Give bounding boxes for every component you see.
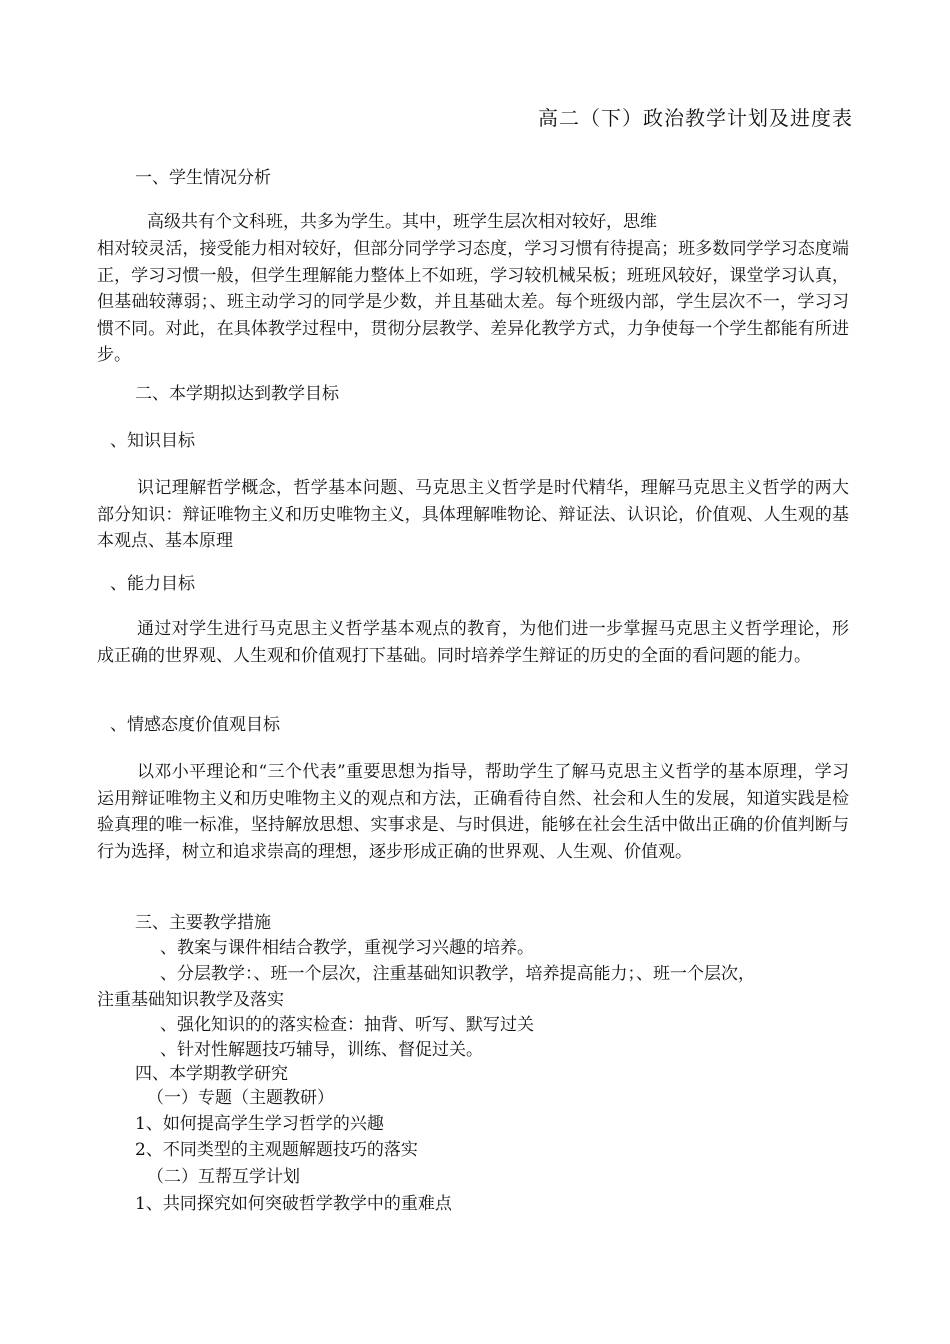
section-heading-student-analysis: 一、学生情况分析	[135, 168, 271, 188]
paragraph-student-analysis: 相对较灵活，接受能力相对较好，但部分同学学习态度，学习习惯有待提高；班多数同学学习态度端正，学习习惯一般，但学生理解能力整体上不如班，学习较机械呆板；班班风较好，课堂学习认真，但基础较薄弱；、班主动学习的同学是少数，并且基础太差。每个班级内部，学生层次不一，学习习惯不同。对此，在具体教学过程中，贯彻分层教学、差异化教学方式，力争使每一个学生都能有所进步。	[97, 239, 849, 365]
paragraph-emotion-values-goals: 以邓小平理论和“三个代表”重要思想为指导，帮助学生了解马克思主义哲学的基本原理，学习运用辩证唯物主义和历史唯物主义的观点和方法，正确看待自然、社会和人生的发展，知道实践是检验真理的唯一标准，坚持解放思想、实事求是、与时俱进，能够在社会生活中做出正确的价值判断与行为选择，树立和追求崇高的理想，逐步形成正确的世界观、人生观、价值观。	[97, 762, 849, 862]
measure-item-2-first-line: 、分层教学：、班一个层次，注重基础知识教学，培养提高能力；、班一个层次，	[160, 964, 755, 984]
topic-research-item-1: 1、如何提高学生学习哲学的兴趣	[135, 1114, 384, 1134]
section-heading-teaching-goals: 二、本学期拟达到教学目标	[135, 384, 339, 404]
paragraph-student-analysis-first-line: 高级共有个文科班，共多为学生。其中，班学生层次相对较好，思维	[147, 212, 657, 232]
paragraph-ability-goals: 通过对学生进行马克思主义哲学基本观点的教育，为他们进一步掌握马克思主义哲学理论，形成正确的世界观、人生观和价值观打下基础。同时培养学生辩证的历史的全面的看问题的能力。	[97, 619, 849, 666]
section-heading-teaching-research: 四、本学期教学研究	[135, 1064, 288, 1084]
measure-item-1: 、教案与课件相结合教学，重视学习兴趣的培养。	[160, 938, 534, 958]
measure-item-4: 、针对性解题技巧辅导，训练、督促过关。	[160, 1040, 483, 1060]
measure-item-2-continued: 注重基础知识教学及落实	[97, 990, 284, 1010]
paragraph-knowledge-goals: 识记理解哲学概念，哲学基本问题、马克思主义哲学是时代精华，理解马克思主义哲学的两大部分知识：辩证唯物主义和历史唯物主义，具体理解唯物论、辩证法、认识论，价值观、人生观的基本观点、基本原理	[97, 478, 849, 551]
section-heading-teaching-measures: 三、主要教学措施	[135, 913, 271, 933]
mutual-learning-item-1: 1、共同探究如何突破哲学教学中的重难点	[135, 1194, 452, 1214]
subheading-ability-goals: 、能力目标	[110, 574, 195, 594]
topic-research-item-2: 2、不同类型的主观题解题技巧的落实	[135, 1140, 418, 1160]
document-title: 高二（下）政治教学计划及进度表	[538, 106, 853, 130]
subsection-mutual-learning-plan: （二）互帮互学计划	[147, 1167, 300, 1187]
subsection-topic-research: （一）专题（主题教研）	[147, 1088, 334, 1108]
subheading-emotion-values-goals: 、情感态度价值观目标	[110, 715, 280, 735]
subheading-knowledge-goals: 、知识目标	[110, 431, 195, 451]
measure-item-3: 、强化知识的的落实检查：抽背、听写、默写过关	[160, 1015, 534, 1035]
